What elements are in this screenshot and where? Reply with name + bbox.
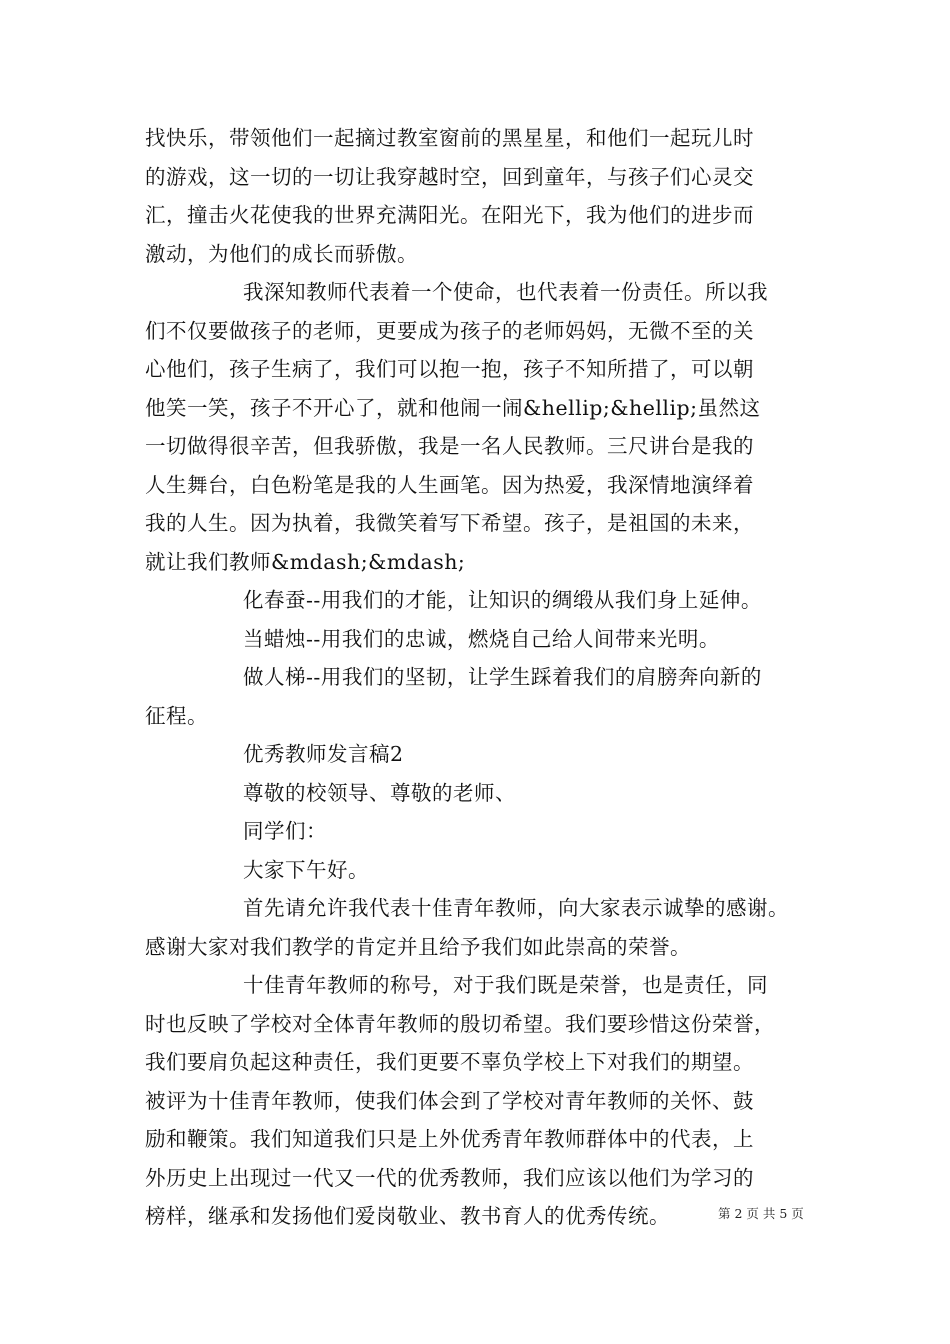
text-line: 励和鞭策。我们知道我们只是上外优秀青年教师群体中的代表，上 bbox=[145, 1127, 754, 1151]
text-line: 当蜡烛--用我们的忠诚，燃烧自己给人间带来光明。 bbox=[243, 626, 720, 651]
text-line: 做人梯--用我们的坚韧，让学生踩着我们的肩膀奔向新的 bbox=[243, 665, 762, 689]
text-line: 他笑一笑，孩子不开心了，就和他闹一闹&hellip;&hellip;虽然这 bbox=[145, 395, 761, 420]
text-line: 十佳青年教师的称号，对于我们既是荣誉，也是责任，同 bbox=[243, 973, 768, 997]
text-line: 时也反映了学校对全体青年教师的殷切希望。我们要珍惜这份荣誉， bbox=[145, 1011, 775, 1036]
text-line: 首先请允许我代表十佳青年教师，向大家表示诚挚的感谢。 bbox=[243, 896, 789, 920]
text-line: 的游戏，这一切的一切让我穿越时空，回到童年，与孩子们心灵交 bbox=[145, 164, 754, 189]
text-line: 汇，撞击火花使我的世界充满阳光。在阳光下，我为他们的进步而 bbox=[145, 203, 754, 227]
text-line: 征程。 bbox=[145, 703, 208, 728]
text-line: 被评为十佳青年教师，使我们体会到了学校对青年教师的关怀、鼓 bbox=[145, 1088, 754, 1113]
text-line: 一切做得很辛苦，但我骄傲，我是一名人民教师。三尺讲台是我的 bbox=[145, 434, 754, 458]
text-line: 找快乐，带领他们一起摘过教室窗前的黑星星，和他们一起玩儿时 bbox=[145, 126, 754, 150]
text-line: 同学们： bbox=[243, 819, 327, 843]
text-line: 外历史上出现过一代又一代的优秀教师，我们应该以他们为学习的 bbox=[145, 1165, 754, 1190]
text-line: 心他们，孩子生病了，我们可以抱一抱，孩子不知所措了，可以朝 bbox=[145, 357, 754, 381]
text-line: 我们要肩负起这种责任，我们更要不辜负学校上下对我们的期望。 bbox=[145, 1050, 754, 1074]
text-line: 大家下午好。 bbox=[243, 857, 369, 882]
text-line: 化春蚕--用我们的才能，让知识的绸缎从我们身上延伸。 bbox=[243, 588, 762, 612]
text-line: 我深知教师代表着一个使命，也代表着一份责任。所以我 bbox=[243, 280, 768, 304]
text-line: 就让我们教师&mdash;&mdash; bbox=[145, 549, 466, 574]
text-line: 我的人生。因为执着，我微笑着写下希望。孩子，是祖国的未来， bbox=[145, 511, 754, 535]
text-line: 激动，为他们的成长而骄傲。 bbox=[145, 241, 418, 266]
page-number: 第 2 页 共 5 页 bbox=[718, 1206, 804, 1221]
text-line: 们不仅要做孩子的老师，更要成为孩子的老师妈妈，无微不至的关 bbox=[145, 318, 754, 343]
text-line: 人生舞台，白色粉笔是我的人生画笔。因为热爱，我深情地演绎着 bbox=[145, 472, 754, 497]
document-body bbox=[145, 119, 825, 1236]
text-line: 感谢大家对我们教学的肯定并且给予我们如此崇高的荣誉。 bbox=[145, 934, 691, 959]
text-line: 尊敬的校领导、尊敬的老师、 bbox=[243, 780, 516, 805]
text-line: 榜样，继承和发扬他们爱岗敬业、教书育人的优秀传统。 bbox=[145, 1204, 670, 1228]
section-title: 优秀教师发言稿2 bbox=[243, 742, 404, 766]
